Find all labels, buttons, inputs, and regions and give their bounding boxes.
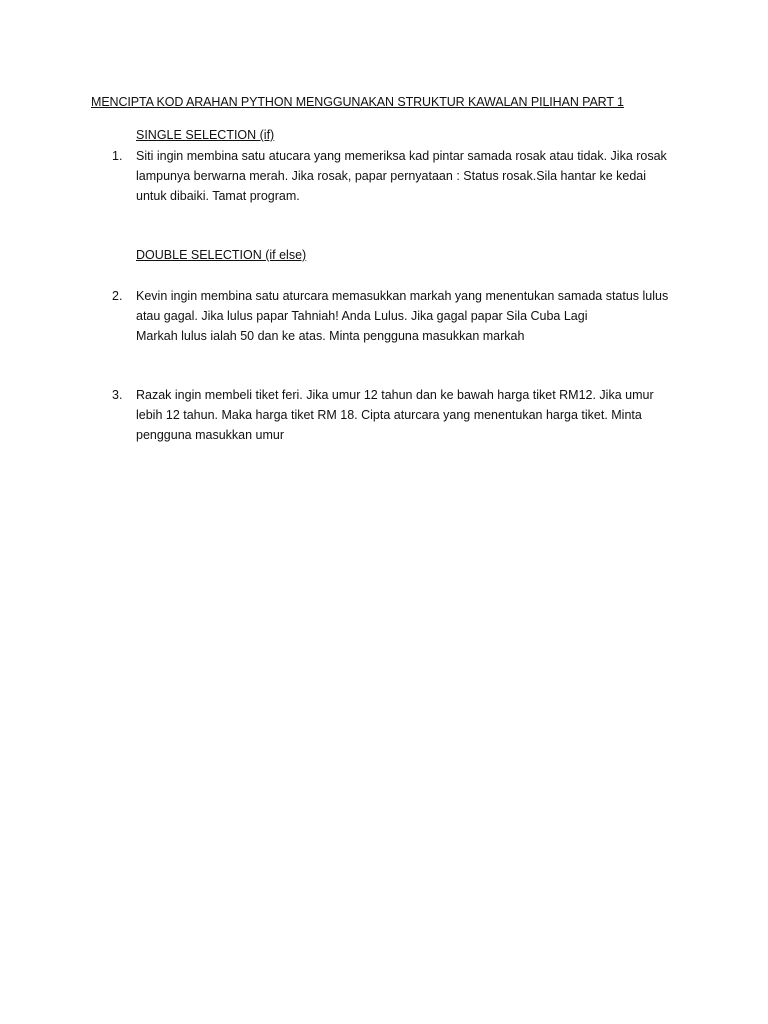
text-line: Siti ingin membina satu atucara yang memeriksa kad pintar samada rosak atau tidak. Jika rosak [136, 149, 667, 163]
text-line: untuk dibaiki. Tamat program. [136, 189, 300, 203]
list-item-number: 3. [112, 388, 123, 402]
section-heading-single-selection: SINGLE SELECTION (if) [136, 128, 275, 142]
text-line: Razak ingin membeli tiket feri. Jika umur 12 tahun dan ke bawah harga tiket RM12. Jika umur [136, 388, 654, 402]
text-line: lampunya berwarna merah. Jika rosak, papar pernyataan : Status rosak.Sila hantar ke kedai [136, 169, 646, 183]
list-item-number: 1. [112, 149, 123, 163]
text-line: Kevin ingin membina satu aturcara memasukkan markah yang menentukan samada status lulus [136, 289, 669, 303]
list-item-text [136, 146, 676, 206]
list-item-text [136, 286, 676, 346]
document-title: MENCIPTA KOD ARAHAN PYTHON MENGGUNAKAN STRUKTUR KAWALAN PILIHAN PART 1 [91, 95, 624, 109]
list-item-number: 2. [112, 289, 123, 303]
text-line: atau gagal. Jika lulus papar Tahniah! Anda Lulus. Jika gagal papar Sila Cuba Lagi [136, 309, 588, 323]
list-item-text [136, 385, 676, 445]
text-line: lebih 12 tahun. Maka harga tiket RM 18. Cipta aturcara yang menentukan harga tiket. Minta [136, 408, 642, 422]
text-line: pengguna masukkan umur [136, 428, 285, 442]
section-heading-double-selection: DOUBLE SELECTION (if else) [136, 248, 307, 262]
text-line: Markah lulus ialah 50 dan ke atas. Minta pengguna masukkan markah [136, 329, 525, 343]
